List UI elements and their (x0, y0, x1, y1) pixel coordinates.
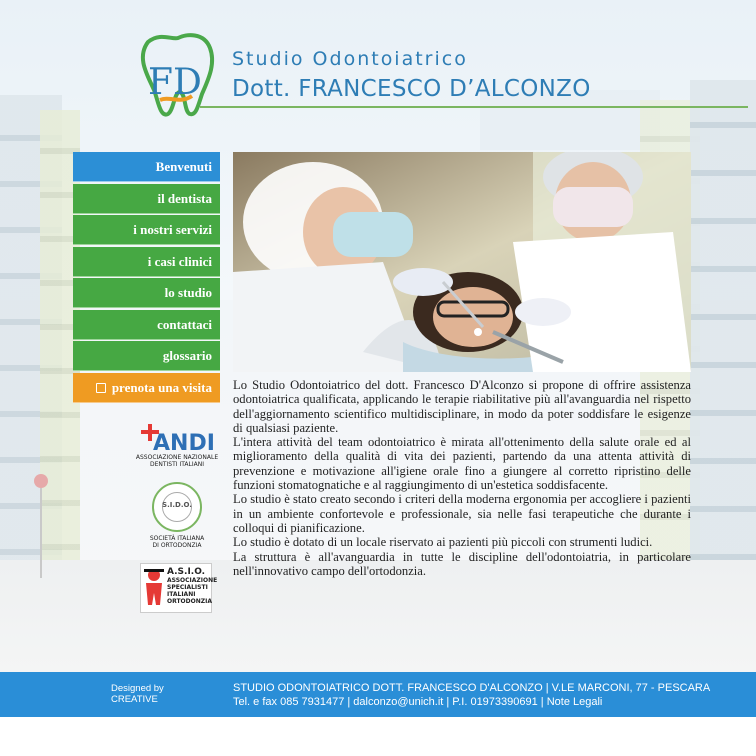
asio-figure-icon (142, 565, 168, 613)
nav-item-contattaci[interactable] (73, 310, 220, 340)
nav-item-lo-studio[interactable] (73, 278, 220, 308)
sido-caption (132, 535, 222, 549)
header-subtitle: Studio Odontoiatrico (232, 48, 468, 70)
background-pole (40, 488, 42, 578)
nav-item-label: prenota una visita (111, 379, 212, 395)
nav-item-label: contattaci (157, 316, 212, 332)
nav-item-glossario[interactable] (73, 341, 220, 371)
intro-paragraph: L'intera attività del team odontoiatrico è mirata all'ottenimento della salute orale ed al miglioramento della qualità di vita dei pazienti, partendo da una attenta attività di prevenzione e motivazione all'igiene orale fino a giungere al corretto ripristino delle funzioni stomatognatiche e al raggiungimento di un'estetica soddisfacente. (233, 435, 691, 493)
sido-emblem-icon (152, 482, 202, 532)
nav-item-label: i nostri servizi (133, 222, 212, 237)
sido-caption-line: SOCIETÀ ITALIANA (149, 535, 205, 542)
asio-caption-line: ASSOCIAZIONE (167, 577, 218, 584)
nav-item-label: glossario (162, 348, 212, 363)
andi-caption-line: DENTISTI ITALIANI (149, 461, 205, 468)
sido-logo[interactable] (132, 482, 222, 549)
nav-item-casi-clinici[interactable] (73, 247, 220, 277)
andi-mark (139, 424, 215, 454)
footer-contacts[interactable]: Tel. e fax 085 7931477 | dalconzo@unich.it | P.I. 01973390691 | Note Legali (233, 696, 603, 708)
logo-letters: FD (148, 62, 202, 103)
nav-item-label: lo studio (164, 285, 212, 300)
footer-address: STUDIO ODONTOIATRICO DOTT. FRANCESCO D'ALCONZO | V.LE MARCONI, 77 - PESCARA (233, 682, 711, 694)
dentist-photo-image (233, 152, 691, 372)
intro-paragraph: Lo studio è dotato di un locale riservato ai pazienti più piccoli con strumenti ludici. (233, 535, 653, 550)
nav-item-benvenuti[interactable] (73, 152, 220, 182)
asio-caption-line: SPECIALISTI (167, 584, 208, 591)
header-divider (200, 106, 748, 108)
nav-item-il-dentista[interactable] (73, 184, 220, 214)
nav-item-label: Benvenuti (155, 159, 212, 174)
nav-item-servizi[interactable] (73, 215, 220, 245)
nav-item-prenota[interactable] (73, 373, 220, 403)
andi-caption-line: ASSOCIAZIONE NAZIONALE (135, 454, 219, 461)
asio-mark-text: A.S.I.O. (167, 567, 206, 577)
sido-mark-text: S.I.D.O. (162, 501, 192, 509)
nav-item-label: il dentista (157, 190, 212, 206)
background-sign (34, 474, 48, 488)
background-building (690, 80, 756, 620)
nav-item-label: i casi clinici (147, 253, 212, 269)
andi-emblem-icon (139, 424, 215, 454)
asio-caption (167, 567, 218, 605)
hero-photo (233, 152, 691, 372)
credit-line: Designed by (111, 683, 164, 694)
asio-logo[interactable] (140, 563, 218, 613)
asio-caption-line: ORTODONZIA (167, 598, 212, 605)
designer-credit[interactable] (111, 683, 164, 705)
andi-logo[interactable] (132, 424, 222, 468)
intro-paragraph: Lo Studio Odontoiatrico del dott. Francesco D'Alconzo si propone di offrire assistenza odontoiatrica qualificata, applicando le terapie riabilitative più all'avanguardia nel rispetto dell'aggiornamento scientifico multidisciplinare, in modo da poter soddisfare le esigenze di qualsiasi paziente. (233, 378, 691, 435)
calendar-icon (96, 383, 106, 393)
andi-caption (132, 454, 222, 468)
intro-paragraph: La struttura è all'avanguardia in tutte le discipline dell'odontoiatria, in particolare nell'innovativo campo dell'ortodonzia. (233, 549, 691, 578)
sido-caption-line: DI ORTODONZIA (152, 542, 202, 549)
credit-line: CREATIVE (111, 694, 158, 705)
header-title: Dott. FRANCESCO D’ALCONZO (232, 76, 591, 102)
main-nav (73, 152, 220, 404)
intro-text (233, 378, 691, 578)
asio-caption-line: ITALIANI (167, 591, 196, 598)
intro-paragraph: Lo studio è stato creato secondo i criteri della moderna ergonomia per accogliere i pazienti in un ambiente confortevole e professionale, sia nelle fasi terapeutiche che durante i colloqui di pianificazione. (233, 492, 691, 535)
footer (0, 672, 756, 717)
andi-mark-text: ANDI (153, 431, 215, 454)
